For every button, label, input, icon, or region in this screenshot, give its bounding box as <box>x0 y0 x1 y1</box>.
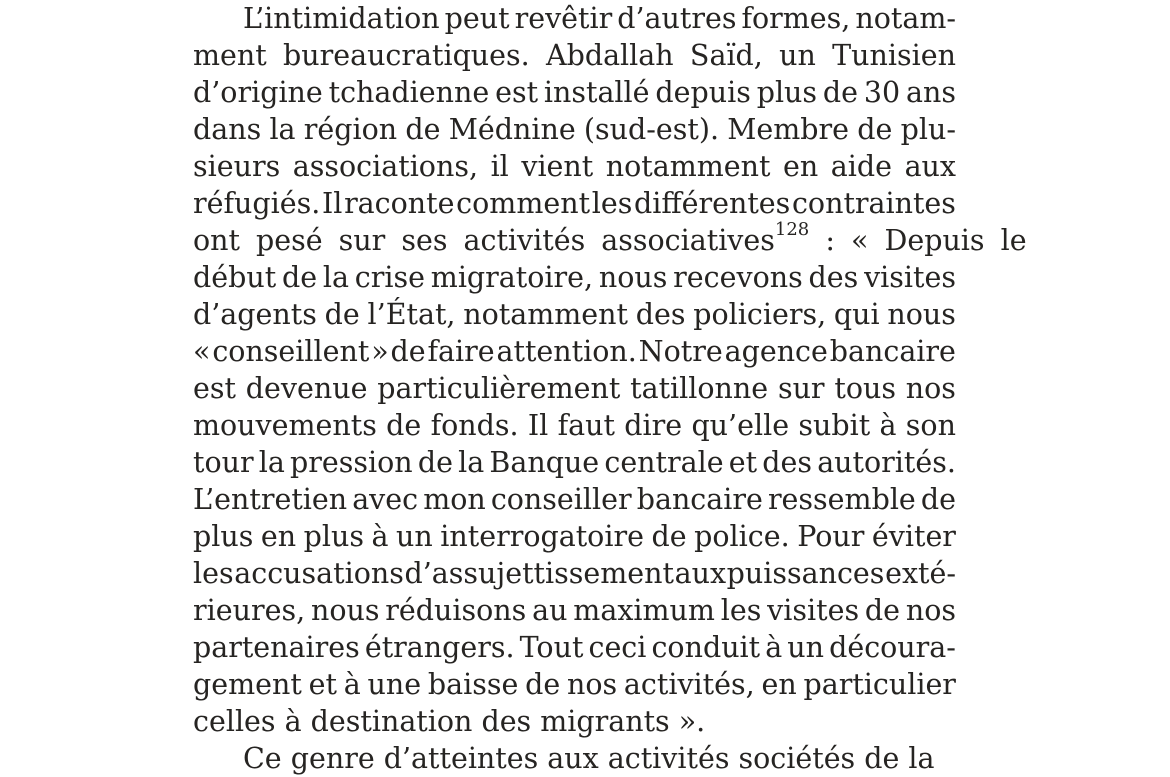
word: formes, <box>741 2 851 35</box>
word: bureaucratiques. <box>282 39 530 72</box>
word: plus <box>303 520 364 553</box>
word: en <box>783 150 819 183</box>
word: la <box>258 446 285 479</box>
text-line <box>193 74 956 111</box>
word: et <box>728 446 758 479</box>
word: une <box>367 668 422 701</box>
text-line <box>193 666 956 703</box>
word: de <box>324 298 360 331</box>
word: (sud-est). <box>583 113 720 146</box>
word: région <box>303 113 398 146</box>
word: à <box>371 520 389 553</box>
text-line <box>193 333 956 370</box>
text-line <box>193 407 956 444</box>
word: interrogatoire <box>440 520 644 553</box>
word: Banque <box>489 446 600 479</box>
word: tour <box>193 446 254 479</box>
word: nous <box>598 261 668 294</box>
word: il <box>490 150 509 183</box>
word: la <box>458 446 485 479</box>
word: conseiller <box>490 483 632 516</box>
word: Tunisien <box>832 39 956 72</box>
word: un <box>396 520 433 553</box>
word: Il <box>322 187 343 220</box>
word: comment <box>456 187 591 220</box>
word: gement <box>193 668 302 701</box>
word: étrangers. <box>364 631 515 664</box>
word: nos <box>905 594 956 627</box>
word: de <box>386 409 422 442</box>
word: plu- <box>900 113 956 146</box>
text-line <box>193 629 956 666</box>
word: d’agents <box>193 298 317 331</box>
word: des <box>635 298 686 331</box>
word: Il <box>527 409 549 442</box>
word: attention. <box>496 335 637 368</box>
word: recevons <box>673 261 803 294</box>
word: Saïd, <box>689 39 763 72</box>
word: ressemble <box>767 483 916 516</box>
text-line <box>193 296 956 333</box>
word: début <box>193 261 277 294</box>
word: nos <box>905 372 956 405</box>
text-line: celles à destination des migrants ». <box>193 705 706 738</box>
word: conseillent <box>212 335 370 368</box>
word: faire <box>427 335 495 368</box>
word: éviter <box>871 520 956 553</box>
word: un <box>787 631 824 664</box>
word: mon <box>423 483 486 516</box>
word: en <box>761 668 797 701</box>
word: activités, <box>623 668 755 701</box>
text-line <box>193 111 956 148</box>
word: revêtir <box>514 2 613 35</box>
word: Notre <box>638 335 723 368</box>
word: l’État, <box>367 298 456 331</box>
word: nous <box>887 298 956 331</box>
word: nous <box>310 594 380 627</box>
word: sur <box>777 372 825 405</box>
word: dire <box>624 409 683 442</box>
word: notamment <box>463 298 628 331</box>
word: subit <box>798 409 871 442</box>
word: raconte <box>344 187 455 220</box>
word: baisse <box>427 668 519 701</box>
word: d’assujettissement <box>404 557 674 590</box>
word: exté- <box>885 557 956 590</box>
word: notamment <box>605 150 771 183</box>
word: de <box>417 446 453 479</box>
word: Pour <box>797 520 865 553</box>
page-body-text <box>193 0 1027 775</box>
word: les <box>193 557 234 590</box>
word: rieures, <box>193 594 306 627</box>
word: nos <box>567 668 618 701</box>
text-line <box>193 37 956 74</box>
word: partenaires <box>193 631 360 664</box>
word: est <box>495 76 539 109</box>
word: bancaire <box>829 335 956 368</box>
word: d’autres <box>617 2 737 35</box>
word: des <box>808 261 859 294</box>
next-paragraph-partial-line: Ce genre d’atteintes aux activités sociétés de la <box>243 742 935 775</box>
word: peut <box>444 2 510 35</box>
word: accusations <box>234 557 404 590</box>
word: Membre <box>727 113 850 146</box>
word: différentes <box>634 187 791 220</box>
word: les <box>591 187 633 220</box>
word: de <box>651 520 687 553</box>
word: » <box>371 335 389 368</box>
word: dans <box>193 113 262 146</box>
word: plus <box>193 520 254 553</box>
word: policiers, <box>693 298 827 331</box>
word: agence <box>724 335 828 368</box>
word: d’origine <box>193 76 323 109</box>
word: maximum <box>573 594 715 627</box>
word: sieurs <box>193 150 281 183</box>
footnote-reference: 128 <box>774 219 810 240</box>
word: bancaire <box>636 483 763 516</box>
word: de <box>405 113 441 146</box>
word: pression <box>290 446 413 479</box>
word: visites <box>864 261 956 294</box>
word: à <box>879 409 897 442</box>
word: la <box>322 261 349 294</box>
word: réduisons <box>385 594 527 627</box>
word: installé <box>543 76 650 109</box>
word: visites <box>767 594 860 627</box>
word: crise <box>354 261 425 294</box>
text-line <box>193 555 956 592</box>
word: à <box>343 668 361 701</box>
word: devenue <box>245 372 368 405</box>
word: en <box>260 520 297 553</box>
word: faut <box>557 409 615 442</box>
word: Tout <box>519 631 584 664</box>
word: ans <box>906 76 956 109</box>
word: « <box>193 335 211 368</box>
text-line <box>193 148 956 185</box>
word: depuis <box>655 76 751 109</box>
word: des <box>762 446 813 479</box>
word: de <box>390 335 426 368</box>
word: police. <box>694 520 790 553</box>
text-line <box>193 370 956 407</box>
word: la <box>269 113 296 146</box>
word: vient <box>521 150 594 183</box>
word: de <box>281 261 318 294</box>
word: et <box>308 668 337 701</box>
word: tous <box>834 372 896 405</box>
word: un <box>779 39 816 72</box>
text-line <box>193 185 956 222</box>
word: notam- <box>855 2 956 35</box>
word: fonds. <box>430 409 519 442</box>
word: au <box>532 594 568 627</box>
word: Médnine <box>448 113 576 146</box>
text-line-with-footnote <box>193 219 1027 259</box>
word: L’intimidation <box>243 2 440 35</box>
word: plus <box>756 76 818 109</box>
word: L’entretien <box>193 483 348 516</box>
word: autorités. <box>817 446 956 479</box>
word: découra- <box>829 631 956 664</box>
word: est <box>193 372 236 405</box>
word: centrale <box>604 446 724 479</box>
word: ment <box>193 39 267 72</box>
text-line <box>193 259 956 296</box>
text-line <box>193 592 956 629</box>
word: de <box>822 76 859 109</box>
word: qui <box>833 298 880 331</box>
word: les <box>720 594 762 627</box>
word: associations, <box>292 150 479 183</box>
word: aux <box>674 557 727 590</box>
word: mouvements <box>193 409 377 442</box>
text-line <box>193 0 956 37</box>
word: de <box>525 668 561 701</box>
word: son <box>905 409 956 442</box>
word: avec <box>352 483 419 516</box>
word: de <box>920 483 956 516</box>
word: migratoire, <box>430 261 594 294</box>
word: aux <box>904 150 956 183</box>
word: ceci <box>588 631 647 664</box>
word: puissances <box>726 557 885 590</box>
word: de <box>864 594 901 627</box>
text-line <box>193 444 956 481</box>
word: conduit <box>651 631 761 664</box>
word: aide <box>830 150 893 183</box>
word: particulièrement <box>377 372 621 405</box>
word: particulier <box>803 668 956 701</box>
text-line <box>193 518 956 555</box>
word: 30 <box>863 76 901 109</box>
word: de <box>857 113 893 146</box>
word: qu’elle <box>691 409 790 442</box>
word: réfugiés. <box>193 187 321 220</box>
text-line-segment: ont pesé sur ses activités associatives <box>193 224 775 257</box>
text-line-segment: : « Depuis le <box>809 224 1027 257</box>
word: contraintes <box>791 187 956 220</box>
word: Abdallah <box>546 39 674 72</box>
word: tchadienne <box>328 76 490 109</box>
text-line <box>193 481 956 518</box>
word: tatillonne <box>630 372 769 405</box>
word: à <box>765 631 783 664</box>
